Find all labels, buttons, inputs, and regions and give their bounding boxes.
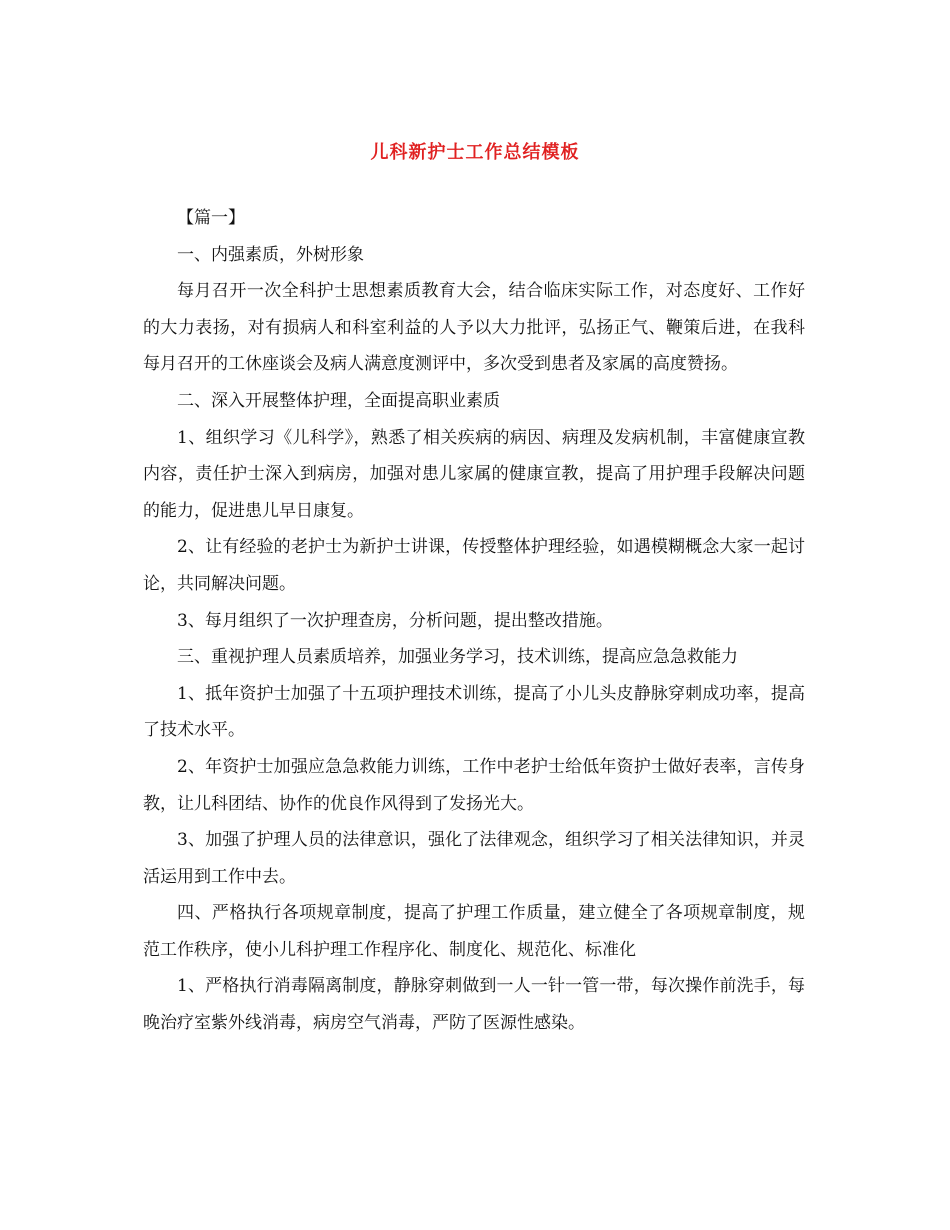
- heading-4: 四、严格执行各项规章制度，提高了护理工作质量，建立健全了各项规章制度，规范工作秩序，使小儿科护理工作程序化、制度化、规范化、标准化: [143, 903, 805, 960]
- paragraph-2-3: 3、每月组织了一次护理查房，分析问题，提出整改措施。: [177, 610, 613, 631]
- paragraph-3-1: 1、抵年资护士加强了十五项护理技术训练，提高了小儿头皮静脉穿刺成功率，提高了技术水平。: [143, 683, 805, 741]
- paragraph-4-1: 1、严格执行消毒隔离制度，静脉穿刺做到一人一针一管一带，每次操作前洗手，每晚治疗室紫外线消毒，病房空气消毒，严防了医源性感染。: [143, 976, 805, 1034]
- heading-1: 一、内强素质，外树形象: [177, 244, 364, 265]
- section-label: 【篇一】: [177, 208, 245, 228]
- paragraph-3-2: 2、年资护士加强应急急救能力训练，工作中老护士给低年资护士做好表率，言传身教，让儿科团结、协作的优良作风得到了发扬光大。: [143, 756, 805, 814]
- document-body: [143, 200, 805, 1042]
- paragraph-2-2: 2、让有经验的老护士为新护士讲课，传授整体护理经验，如遇模糊概念大家一起讨论，共同解决问题。: [143, 537, 805, 594]
- heading-2: 二、深入开展整体护理，全面提高职业素质: [177, 390, 500, 411]
- document-title: 儿科新护士工作总结模板: [370, 142, 580, 163]
- heading-3: 三、重视护理人员素质培养，加强业务学习，技术训练，提高应急急救能力: [177, 647, 738, 668]
- paragraph-3-3: 3、加强了护理人员的法律意识，强化了法律观念，组织学习了相关法律知识，并灵活运用到工作中去。: [143, 830, 805, 887]
- paragraph-1: 每月召开一次全科护士思想素质教育大会，结合临床实际工作，对态度好、工作好的大力表扬，对有损病人和科室利益的人予以大力批评，弘扬正气、鞭策后进，在我科每月召开的工休座谈会及病人满意度测评中，多次受到患者及家属的高度赞扬。: [143, 281, 805, 375]
- paragraph-2-1: 1、组织学习《儿科学》，熟悉了相关疾病的病因、病理及发病机制，丰富健康宣教内容，责任护士深入到病房，加强对患儿家属的健康宣教，提高了用护理手段解决问题的能力，促进患儿早日康复。: [143, 427, 805, 521]
